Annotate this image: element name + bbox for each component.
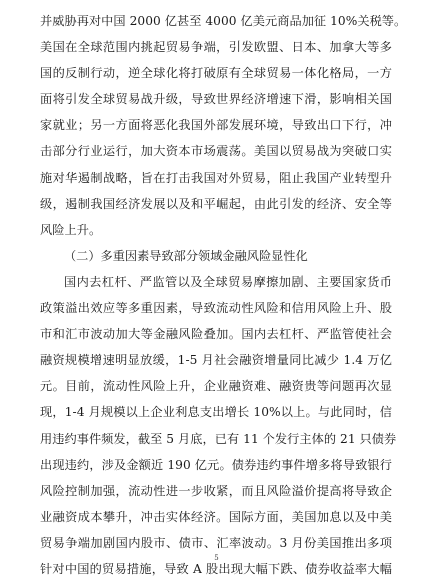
document-page [40,8,407,582]
paragraph-financial-risk [40,269,397,582]
text-line: 贸易争端加剧国内股市、债市、汇率波动。3 月份美国推出多项 [40,535,392,550]
text-line: 市和汇市波动加大等金融风险叠加。国内去杠杆、严监管使社会 [40,327,392,342]
text-line: 元。目前，流动性风险上升，企业融资难、融资贵等问题再次显 [40,379,392,394]
text-line: 针对中国的贸易措施，导致 A 股出现大幅下跌、债券收益率大幅 [40,561,392,576]
text-line: 家就业；另一方面将恶化我国外部发展环境，导致出口下行，冲 [40,118,392,133]
text-line: 并威胁再对中国 2000 亿甚至 4000 亿美元商品加征 10%关税等。 [40,14,407,28]
text-line: 国内去杠杆、严监管以及全球贸易摩擦加剧、主要国家货币 [64,274,392,289]
text-line: 风险控制加强，流动性进一步收紧，而且风险溢价提高将导致企 [40,483,392,498]
text-line: 用违约事件频发，截至 5 月底，已有 11 个发行主体的 21 只债券 [40,431,397,446]
text-line: 出现违约，涉及金额近 190 亿元。债券违约事件增多将导致银行 [40,457,392,472]
text-line: 国的反制行动，逆全球化将打破原有全球贸易一体化格局，一方 [40,66,392,81]
text-line: 击部分行业运行，加大资本市场震荡。美国以贸易战为突破口实 [40,144,392,159]
text-line: 施对华遏制战略，旨在打击我国对外贸易，阻止我国产业转型升 [40,170,392,185]
text-line: 美国在全球范围内挑起贸易争端，引发欧盟、日本、加拿大等多 [40,40,392,55]
text-line: 业融资成本攀升，冲击实体经济。国际方面，美国加息以及中美 [40,509,392,524]
text-line: 政策溢出效应等多重因素，导致流动性风险和信用风险上升、股 [40,301,392,316]
page-number: 5 [214,554,219,562]
text-line: 面将引发全球贸易战升级，导致世界经济增速下滑，影响相关国 [40,92,392,107]
text-line: 风险上升。 [40,222,102,237]
text-line: 现，1-4 月规模以上企业利息支出增长 10%以上。与此同时，信 [40,405,392,420]
paragraph-trade-war [40,8,407,243]
text-line: 融资规模增速明显放缓，1-5 月社会融资增量同比减少 1.4 万亿 [40,353,392,368]
section-heading: （二）多重因素导致部分领域金融风险显性化 [64,248,308,263]
text-line: 级，遏制我国经济发展以及和平崛起，由此引发的经济、安全等 [40,196,392,211]
